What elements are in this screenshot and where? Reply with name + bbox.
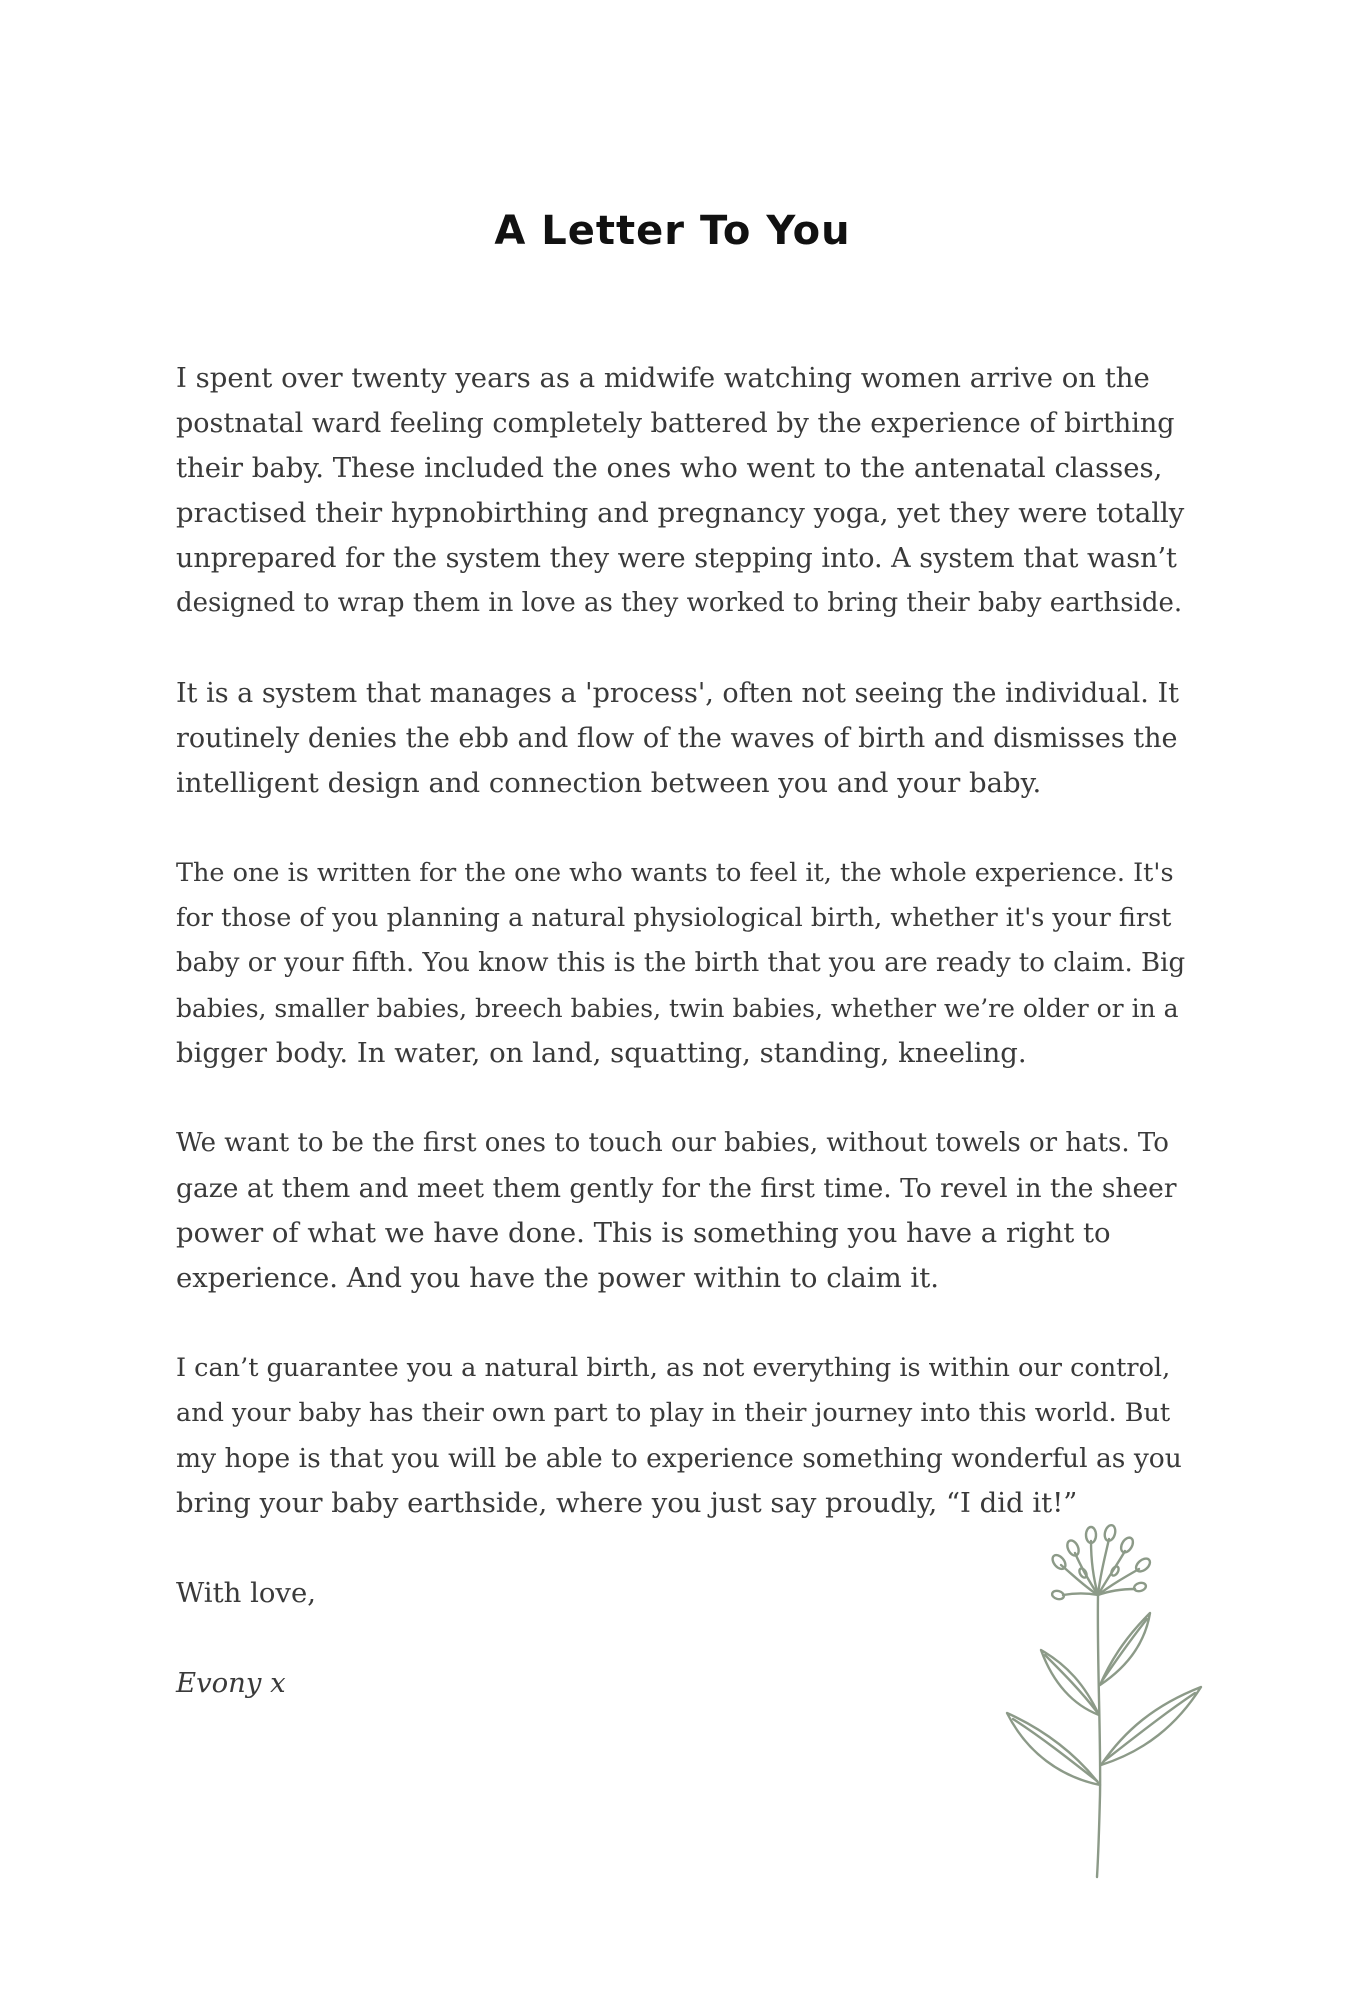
paragraph-line: gaze at them and meet them gently for the first time. To revel in the sheer (176, 1173, 1177, 1204)
paragraph-3 (176, 851, 1186, 1076)
paragraph-line: my hope is that you will be able to experience something wonderful as you (176, 1443, 1182, 1474)
paragraph-5 (176, 1346, 1186, 1526)
closing-line: With love, (176, 1577, 316, 1609)
paragraph-line: baby or your fifth. You know this is the birth that you are ready to claim. Big (176, 948, 1186, 978)
paragraph-line: We want to be the first ones to touch our babies, without towels or hats. To (176, 1128, 1169, 1158)
paragraph-line: bring your baby earthside, where you just say proudly, “I did it!” (176, 1487, 1078, 1519)
paragraph-line: bigger body. In water, on land, squatting, standing, kneeling. (176, 1037, 1027, 1069)
paragraph-line: I spent over twenty years as a midwife watching women arrive on the (176, 362, 1150, 394)
paragraph-line: babies, smaller babies, breech babies, twin babies, whether we’re older or in a (176, 994, 1179, 1023)
paragraph-line: designed to wrap them in love as they worked to bring their baby earthside. (176, 588, 1183, 618)
letter-body (176, 356, 1186, 1706)
paragraph-line: experience. And you have the power within to claim it. (176, 1262, 939, 1294)
paragraph-line: and your baby has their own part to play in their journey into this world. But (176, 1398, 1171, 1428)
page-title: A Letter To You (494, 208, 851, 254)
paragraph-line: It is a system that manages a 'process', often not seeing the individual. It (176, 678, 1179, 709)
paragraph-line: power of what we have done. This is something you have a right to (176, 1217, 1111, 1249)
paragraph-line: intelligent design and connection between you and your baby. (176, 767, 1042, 799)
paragraph-2 (176, 671, 1186, 806)
paragraph-line: I can’t guarantee you a natural birth, as not everything is within our control, (176, 1353, 1171, 1383)
paragraph-line: The one is written for the one who wants to feel it, the whole experience. It's (176, 858, 1174, 888)
paragraph-4 (176, 1121, 1186, 1301)
paragraph-line: unprepared for the system they were stepping into. A system that wasn’t (176, 543, 1177, 574)
paragraph-line: postnatal ward feeling completely battered by the experience of birthing (176, 408, 1175, 439)
paragraph-line: practised their hypnobirthing and pregnancy yoga, yet they were totally (176, 497, 1185, 529)
paragraph-line: routinely denies the ebb and flow of the waves of birth and dismisses the (176, 723, 1178, 754)
paragraph-line: for those of you planning a natural physiological birth, whether it's your first (176, 903, 1172, 933)
paragraph-1 (176, 356, 1186, 626)
signature: Evony x (176, 1667, 286, 1699)
wildflower-line-art-icon (1005, 1515, 1205, 1880)
paragraph-line: their baby. These included the ones who went to the antenatal classes, (176, 452, 1163, 484)
